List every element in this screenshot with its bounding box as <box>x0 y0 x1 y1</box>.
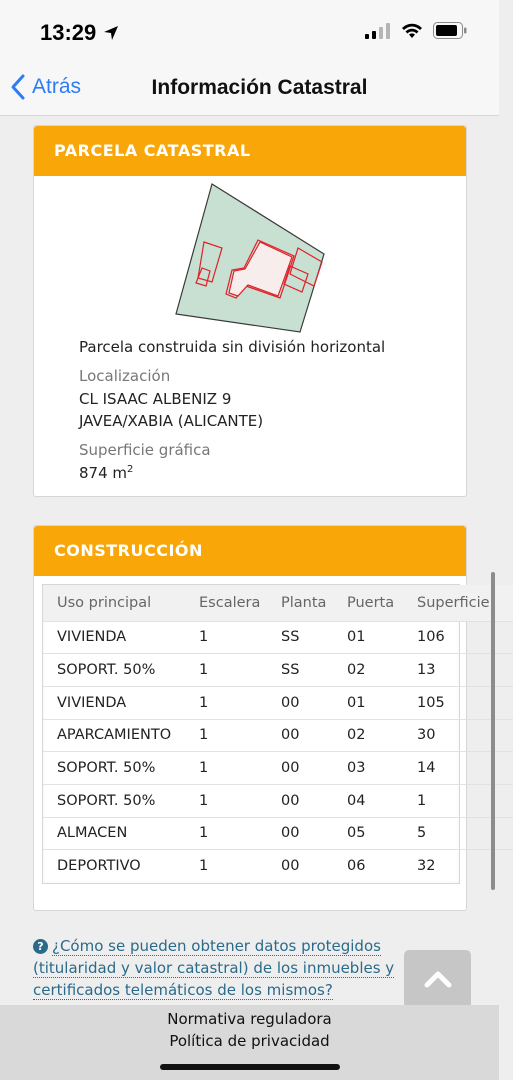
table-cell: SOPORT. 50% <box>43 784 185 817</box>
status-icons <box>365 22 467 39</box>
question-circle-icon: ? <box>33 939 48 954</box>
content-area[interactable] <box>0 117 499 1005</box>
faq-link[interactable]: ¿Cómo se pueden obtener datos protegidos (titularidad y valor catastral) de los inmuebles y certificados telemáticos de los mismos? <box>33 937 395 999</box>
chevron-up-icon <box>424 970 452 988</box>
table-cell: 5 <box>403 817 513 850</box>
construccion-table-scroll[interactable] <box>42 584 490 884</box>
table-cell: 1 <box>185 719 267 752</box>
table-cell: 02 <box>333 654 403 687</box>
table-cell: SOPORT. 50% <box>43 654 185 687</box>
superficie-exponent: 2 <box>127 464 134 475</box>
table-cell: 13 <box>403 654 513 687</box>
page-title: Información Catastral <box>151 76 368 99</box>
table-cell: 1 <box>185 752 267 785</box>
table-row <box>43 850 513 883</box>
column-header-uso: Uso principal <box>43 585 185 621</box>
parcel-description: Parcela construida sin división horizontal <box>79 338 386 356</box>
scroll-to-top-button[interactable] <box>404 950 471 1008</box>
table-row <box>43 719 513 752</box>
table-cell: 32 <box>403 850 513 883</box>
table-cell: APARCAMIENTO <box>43 719 185 752</box>
table-cell: 01 <box>333 621 403 654</box>
table-cell: DEPORTIVO <box>43 850 185 883</box>
superficie-label: Superficie gráfica <box>79 441 211 459</box>
table-cell: 00 <box>267 850 333 883</box>
table-body <box>43 621 513 883</box>
status-bar <box>0 0 499 64</box>
table-cell: 106 <box>403 621 513 654</box>
location-arrow-icon <box>102 24 120 42</box>
table-cell: 1 <box>185 784 267 817</box>
table-cell: 04 <box>333 784 403 817</box>
column-header-superficie: Superficie <box>403 585 513 621</box>
parcel-map[interactable] <box>174 182 334 332</box>
table-cell: 00 <box>267 686 333 719</box>
table-cell: 06 <box>333 850 403 883</box>
table-cell: 30 <box>403 719 513 752</box>
faq-block <box>33 935 413 1001</box>
signal-icon <box>365 23 391 39</box>
wifi-icon <box>401 23 423 39</box>
table-cell: SS <box>267 654 333 687</box>
table-cell: 1 <box>185 817 267 850</box>
table-row <box>43 654 513 687</box>
table-cell: 14 <box>403 752 513 785</box>
table-cell: 01 <box>333 686 403 719</box>
table-cell: 02 <box>333 719 403 752</box>
table-cell: 03 <box>333 752 403 785</box>
home-indicator <box>160 1064 340 1070</box>
column-header-planta: Planta <box>267 585 333 621</box>
table-cell: 105 <box>403 686 513 719</box>
table-cell: SS <box>267 621 333 654</box>
localizacion-label: Localización <box>79 367 171 385</box>
parcela-header: PARCELA CATASTRAL <box>34 126 466 176</box>
table-cell: VIVIENDA <box>43 621 185 654</box>
clock-text: 13:29 <box>40 20 97 45</box>
table-cell: 1 <box>185 850 267 883</box>
table-row <box>43 784 513 817</box>
address-line-2: JAVEA/XABIA (ALICANTE) <box>79 412 264 430</box>
column-header-puerta: Puerta <box>333 585 403 621</box>
navigation-bar <box>0 64 499 116</box>
table-cell: 00 <box>267 719 333 752</box>
table-row <box>43 817 513 850</box>
table-header-row <box>43 585 513 621</box>
parcela-card <box>33 125 467 497</box>
normativa-link[interactable]: Normativa reguladora <box>167 1010 332 1028</box>
column-header-escalera: Escalera <box>185 585 267 621</box>
construccion-card <box>33 525 490 911</box>
table-cell: 00 <box>267 784 333 817</box>
address-line-1: CL ISAAC ALBENIZ 9 <box>79 390 232 408</box>
status-time <box>40 20 120 46</box>
superficie-value <box>79 464 133 482</box>
table-row <box>43 686 513 719</box>
battery-icon <box>433 22 467 39</box>
table-cell: VIVIENDA <box>43 686 185 719</box>
scrollbar[interactable] <box>491 572 495 890</box>
table-cell: 00 <box>267 817 333 850</box>
table-row <box>43 752 513 785</box>
table-cell: 1 <box>185 654 267 687</box>
back-label: Atrás <box>32 75 82 98</box>
privacidad-link[interactable]: Política de privacidad <box>169 1032 330 1050</box>
superficie-number: 874 m <box>79 464 128 482</box>
table-cell: 05 <box>333 817 403 850</box>
table-cell: 1 <box>403 784 513 817</box>
table-cell: ALMACEN <box>43 817 185 850</box>
table-cell: SOPORT. 50% <box>43 752 185 785</box>
table-row <box>43 621 513 654</box>
construccion-table <box>43 585 513 883</box>
construccion-header: CONSTRUCCIÓN <box>34 526 466 576</box>
table-cell: 00 <box>267 752 333 785</box>
table-cell: 1 <box>185 686 267 719</box>
table-cell: 1 <box>185 621 267 654</box>
